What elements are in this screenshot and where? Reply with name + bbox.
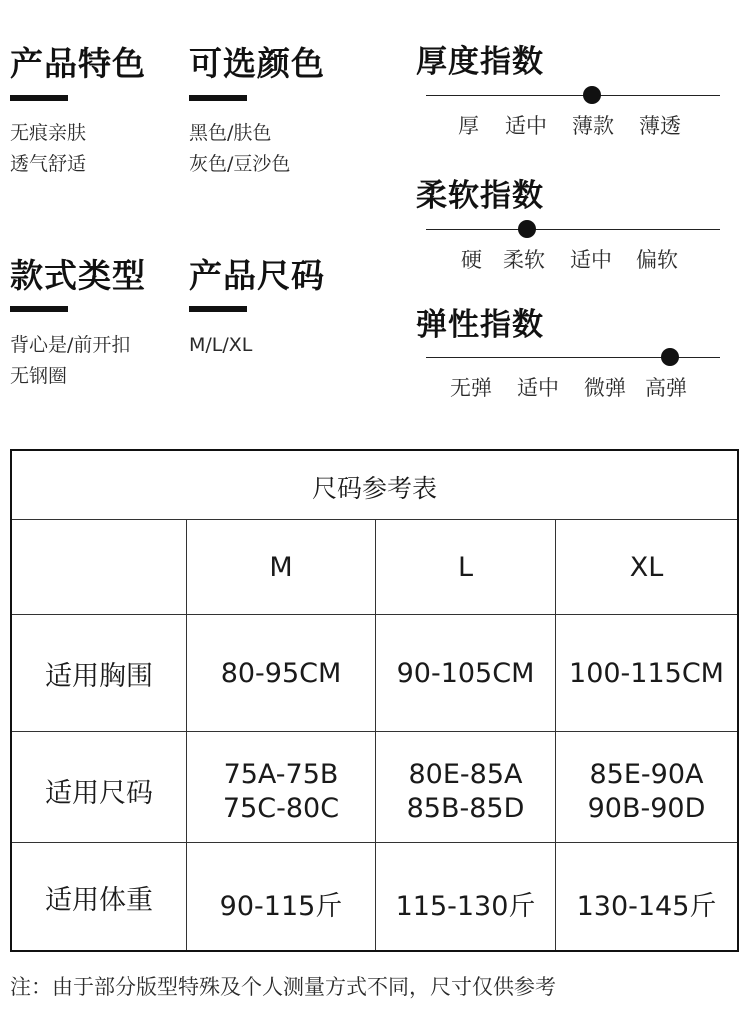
feature-line: 无痕亲肤 — [10, 122, 87, 144]
index-label: 适中 — [517, 376, 559, 400]
feature-title-colors: 可选颜色 — [189, 44, 325, 83]
index-label: 适中 — [570, 248, 612, 272]
index-title-softness: 柔软指数 — [416, 178, 544, 214]
index-marker-dot — [661, 348, 679, 366]
index-label-selected: 高弹 — [645, 376, 687, 400]
table-cell: 90B-90D — [587, 793, 706, 824]
table-cell: 75A-75B — [223, 759, 339, 790]
index-label: 微弹 — [584, 376, 626, 400]
table-cell: 90-115斤 — [219, 891, 343, 922]
footnote: 注：由于部分版型特殊及个人测量方式不同，尺寸仅供参考 — [10, 975, 556, 999]
index-label: 薄透 — [639, 114, 681, 138]
index-label: 无弹 — [450, 376, 492, 400]
table-row-label: 适用胸围 — [45, 661, 153, 692]
index-track — [426, 229, 720, 230]
index-track — [426, 95, 720, 96]
size-reference-table — [10, 449, 739, 952]
feature-underline — [189, 95, 247, 101]
index-title-elasticity: 弹性指数 — [416, 307, 544, 343]
index-label-selected: 柔软 — [503, 248, 545, 272]
table-row-label: 适用体重 — [45, 885, 153, 916]
index-label: 偏软 — [636, 248, 678, 272]
feature-title-sizes: 产品尺码 — [189, 256, 325, 295]
feature-title-style-type: 款式类型 — [10, 256, 146, 295]
feature-title-product-features: 产品特色 — [10, 44, 146, 83]
table-header-xl: XL — [629, 552, 664, 583]
feature-line: 无钢圈 — [10, 365, 68, 387]
feature-line: 灰色/豆沙色 — [189, 153, 291, 175]
table-row-label: 适用尺码 — [45, 778, 153, 809]
index-marker-dot — [583, 86, 601, 104]
feature-line: 黑色/肤色 — [189, 122, 272, 144]
feature-line: 背心是/前开扣 — [10, 334, 131, 356]
table-cell: 85E-90A — [589, 759, 704, 790]
index-marker-dot — [518, 220, 536, 238]
index-label-selected: 薄款 — [572, 114, 614, 138]
feature-underline — [189, 306, 247, 312]
feature-underline — [10, 306, 68, 312]
feature-line: 透气舒适 — [10, 153, 87, 175]
index-label: 厚 — [458, 114, 479, 138]
table-cell: 80-95CM — [220, 658, 342, 689]
feature-line: M/L/XL — [189, 334, 253, 356]
table-cell: 100-115CM — [569, 658, 724, 689]
table-cell: 75C-80C — [222, 793, 340, 824]
index-title-thickness: 厚度指数 — [416, 44, 544, 80]
table-cell: 115-130斤 — [395, 891, 536, 922]
index-label: 硬 — [461, 248, 482, 272]
table-cell: 90-105CM — [396, 658, 535, 689]
table-header-m: M — [269, 552, 293, 583]
feature-underline — [10, 95, 68, 101]
table-caption: 尺码参考表 — [311, 474, 437, 503]
table-cell: 130-145斤 — [576, 891, 717, 922]
table-cell: 85B-85D — [406, 793, 525, 824]
table-header-l: L — [457, 552, 474, 583]
index-label: 适中 — [505, 114, 547, 138]
table-cell: 80E-85A — [408, 759, 523, 790]
